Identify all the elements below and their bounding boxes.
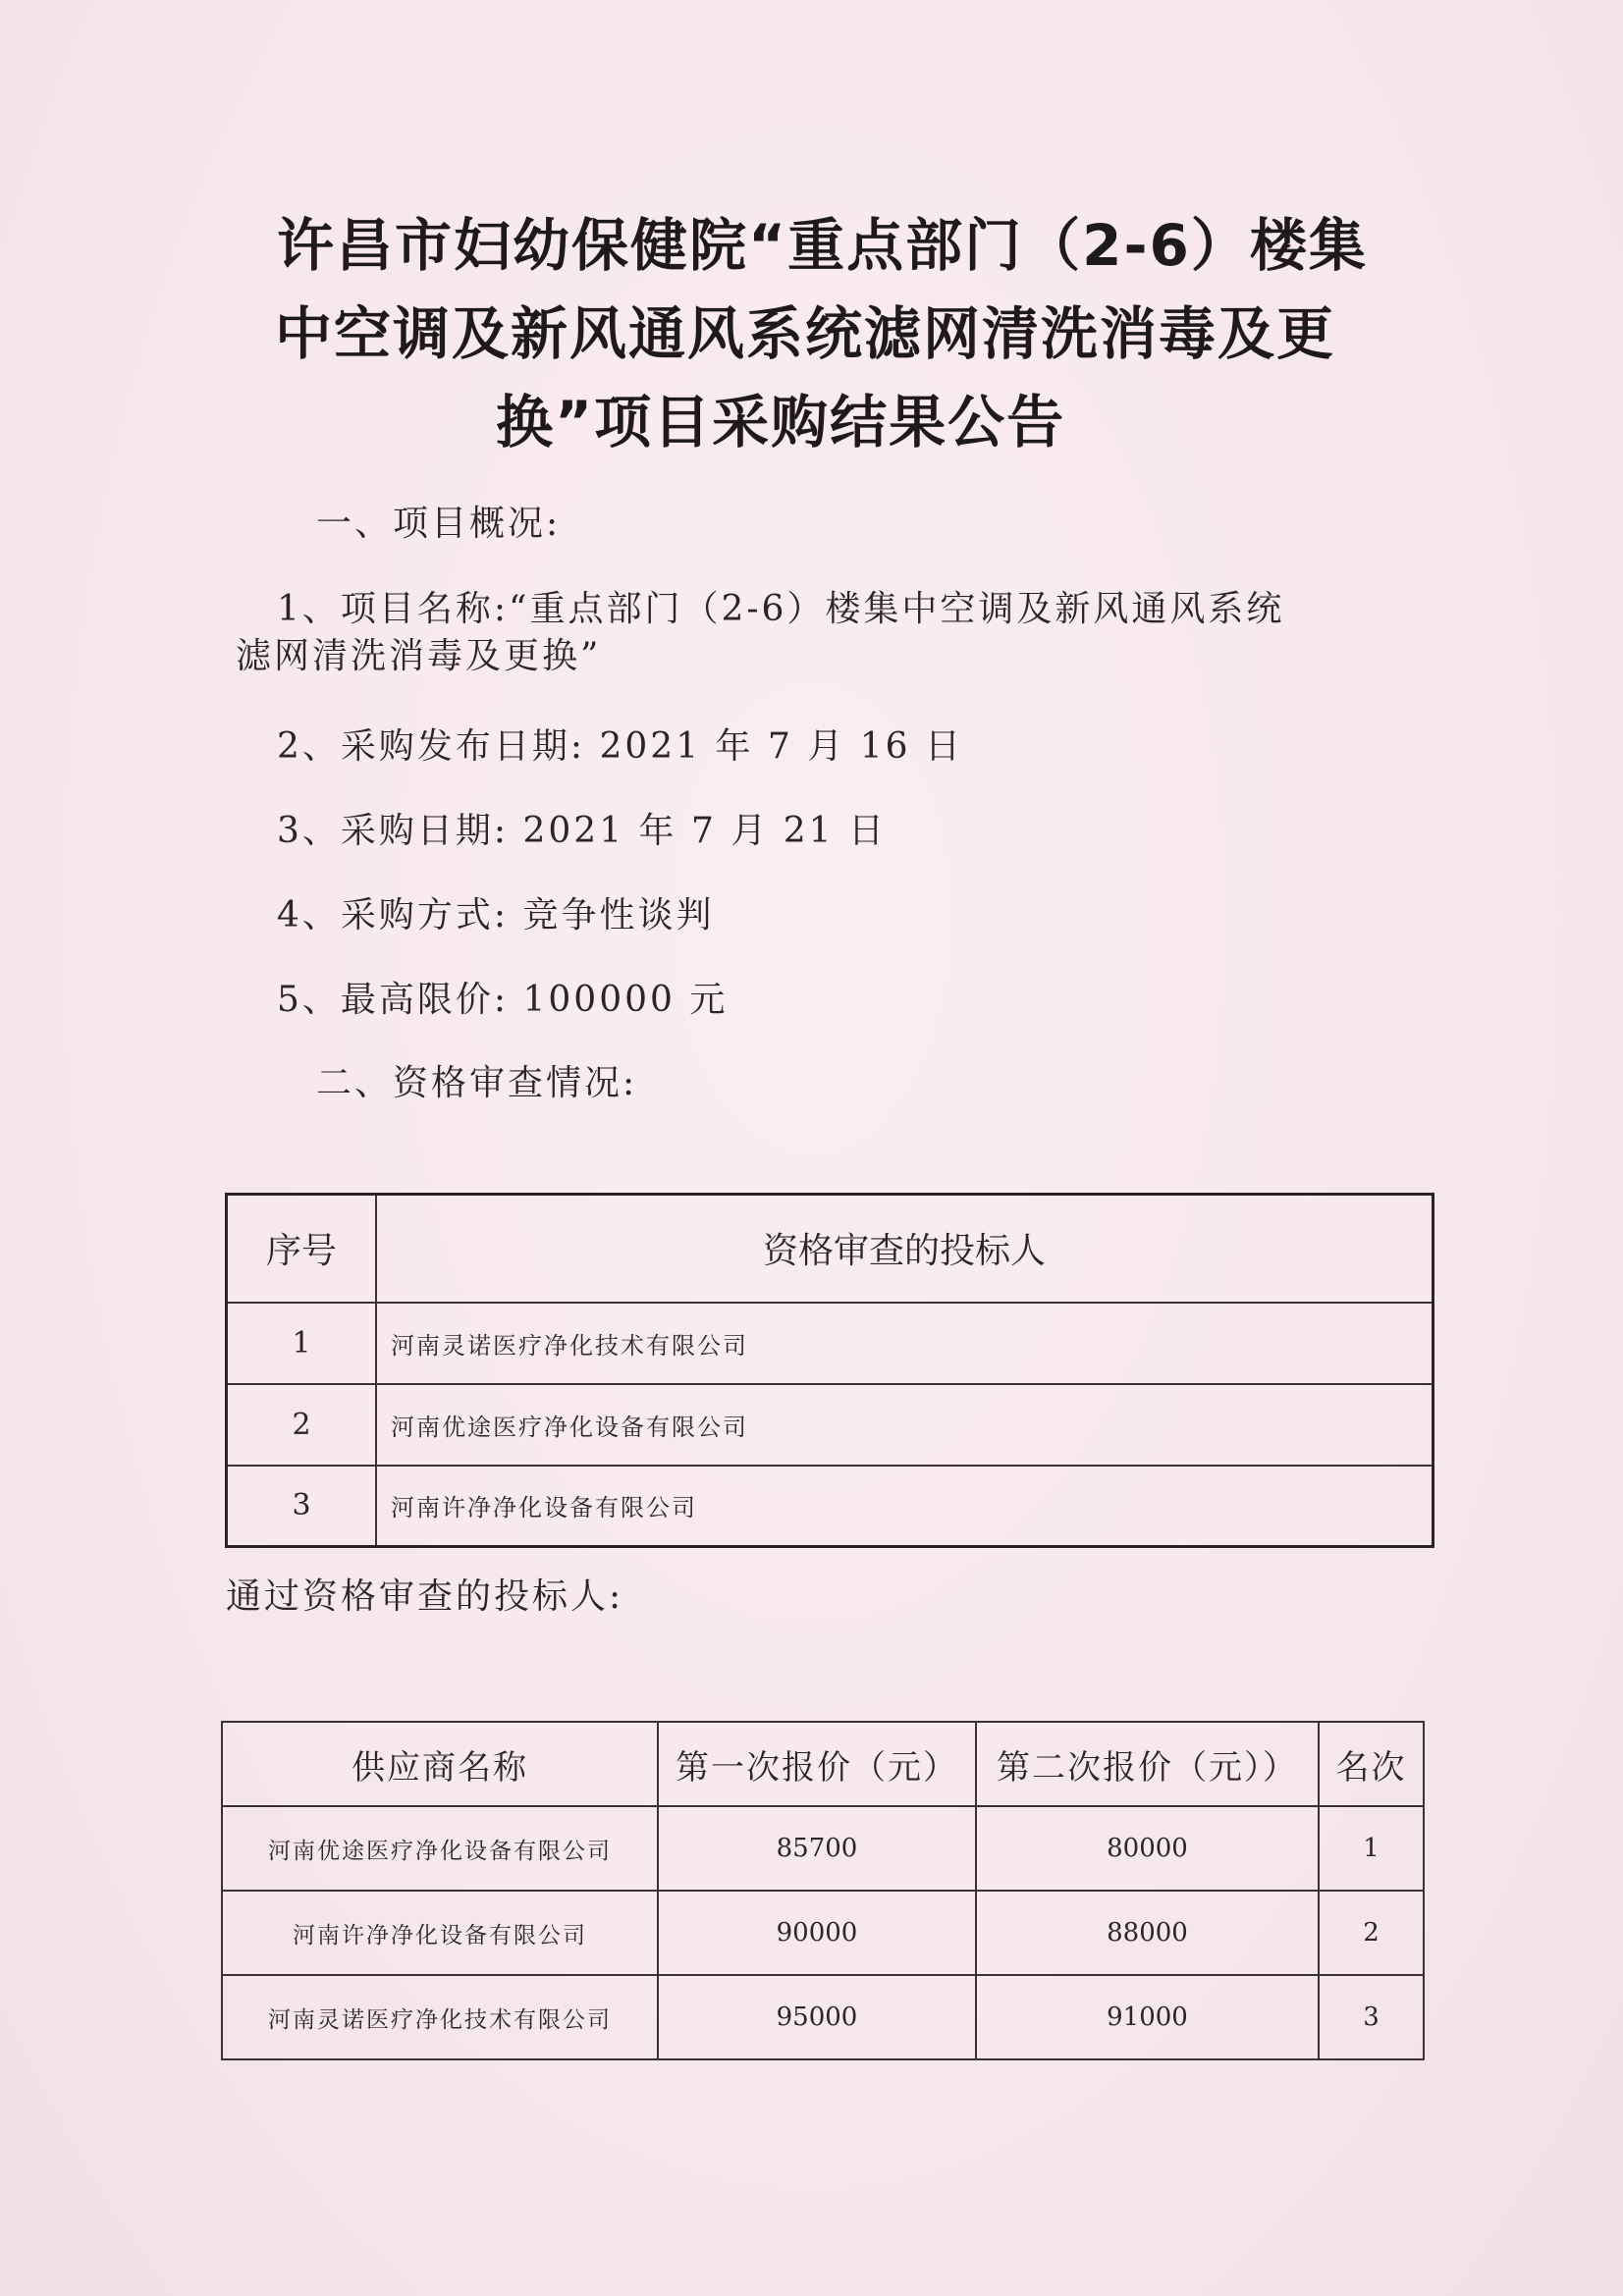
title-line-1: 许昌市妇幼保健院“重点部门（2-6）楼集 xyxy=(277,212,1368,279)
section-2-heading: 二、资格审查情况: xyxy=(316,1063,638,1103)
rank: 2 xyxy=(1319,1891,1424,1975)
table-row xyxy=(222,1975,1424,2059)
procurement-method: 4、采购方式: 竞争性谈判 xyxy=(277,895,715,935)
qualification-table-header xyxy=(227,1195,1434,1303)
row-number: 1 xyxy=(227,1303,377,1384)
supplier-name: 河南灵诺医疗净化技术有限公司 xyxy=(222,1975,658,2059)
first-price: 85700 xyxy=(658,1806,976,1891)
passed-bidders-heading: 通过资格审查的投标人: xyxy=(226,1576,624,1617)
project-name-line-2: 滤网清洗消毒及更换” xyxy=(236,636,602,676)
bidder-name: 河南优途医疗净化设备有限公司 xyxy=(376,1384,1434,1466)
first-price: 90000 xyxy=(658,1891,976,1975)
max-price: 5、最高限价: 100000 元 xyxy=(277,980,729,1020)
section-1-heading: 一、项目概况: xyxy=(316,504,562,544)
table-row xyxy=(227,1466,1434,1547)
col-number-header: 序号 xyxy=(227,1195,377,1303)
col-bidder-header: 资格审查的投标人 xyxy=(376,1195,1434,1303)
project-name-line-1: 1、项目名称:“重点部门（2-6）楼集中空调及新风通风系统 xyxy=(277,589,1285,629)
second-price: 91000 xyxy=(976,1975,1319,2059)
supplier-name: 河南许净净化设备有限公司 xyxy=(222,1891,658,1975)
publish-date: 2、采购发布日期: 2021 年 7 月 16 日 xyxy=(277,726,964,767)
col-supplier-header: 供应商名称 xyxy=(222,1722,658,1806)
bid-table-header xyxy=(222,1722,1424,1806)
bid-results-table xyxy=(221,1721,1425,2060)
row-number: 2 xyxy=(227,1384,377,1466)
second-price: 88000 xyxy=(976,1891,1319,1975)
procurement-date: 3、采购日期: 2021 年 7 月 21 日 xyxy=(277,811,888,851)
row-number: 3 xyxy=(227,1466,377,1547)
table-row xyxy=(227,1303,1434,1384)
col-first-price-header: 第一次报价（元） xyxy=(658,1722,976,1806)
title-line-2: 中空调及新风通风系统滤网清洗消毒及更 xyxy=(275,300,1336,367)
supplier-name: 河南优途医疗净化设备有限公司 xyxy=(222,1806,658,1891)
bidder-name: 河南许净净化设备有限公司 xyxy=(376,1466,1434,1547)
rank: 3 xyxy=(1319,1975,1424,2059)
bidder-name: 河南灵诺医疗净化技术有限公司 xyxy=(376,1303,1434,1384)
col-rank-header: 名次 xyxy=(1319,1722,1424,1806)
second-price: 80000 xyxy=(976,1806,1319,1891)
table-row xyxy=(227,1384,1434,1466)
col-second-price-header: 第二次报价（元）） xyxy=(976,1722,1319,1806)
rank: 1 xyxy=(1319,1806,1424,1891)
title-line-3: 换”项目采购结果公告 xyxy=(496,389,1066,455)
first-price: 95000 xyxy=(658,1975,976,2059)
table-row xyxy=(222,1806,1424,1891)
table-row xyxy=(222,1891,1424,1975)
qualification-table xyxy=(225,1193,1434,1548)
